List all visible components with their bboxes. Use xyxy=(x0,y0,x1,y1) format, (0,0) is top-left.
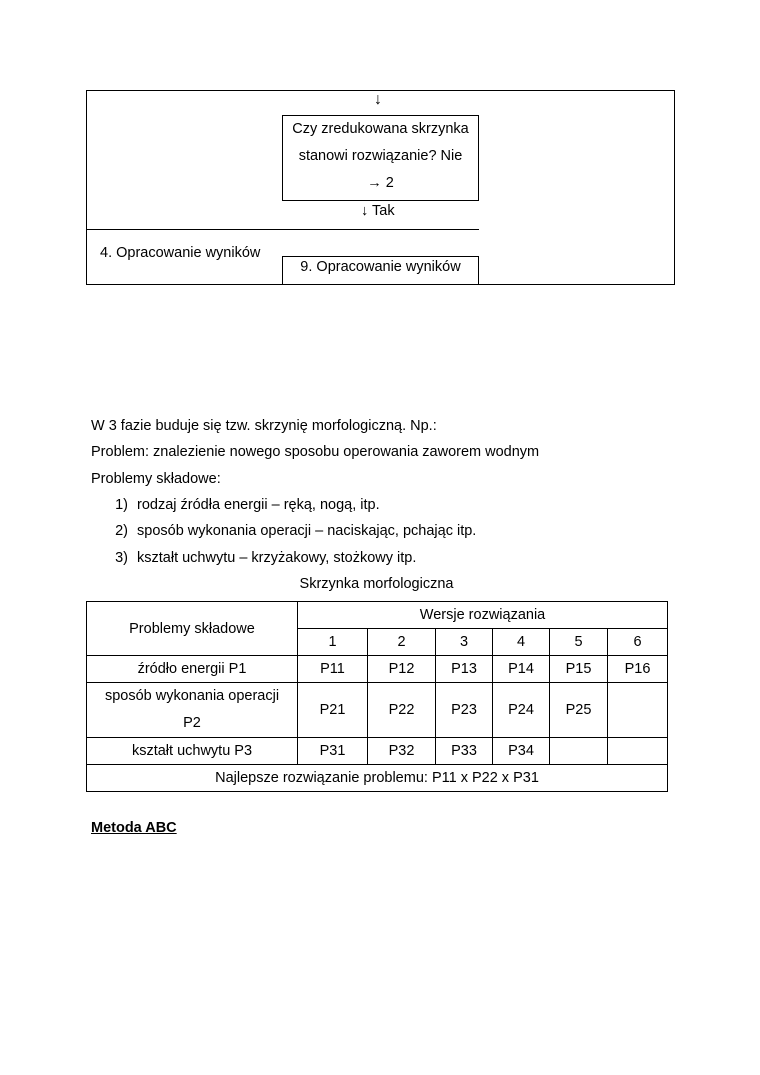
step-4-label: 4. Opracowanie wyników xyxy=(100,245,261,261)
decision-box-top xyxy=(282,115,479,116)
table-footer-row xyxy=(87,765,668,792)
table-cell: P23 xyxy=(436,683,493,738)
table-cell: P31 xyxy=(298,738,368,765)
list-text: kształt uchwytu – krzyżakowy, stożkowy itp. xyxy=(137,550,417,566)
decision-text-line3: → 2 xyxy=(367,175,394,191)
row-label-line1: sposób wykonania operacji xyxy=(104,688,280,704)
header-versions: Wersje rozwiązania xyxy=(298,602,668,629)
table-cell: P21 xyxy=(298,683,368,738)
table-cell: P15 xyxy=(550,656,608,683)
table-cell xyxy=(550,738,608,765)
flowchart-border-bottom xyxy=(86,284,675,285)
flowchart-separator xyxy=(86,229,479,230)
table-cell: P22 xyxy=(368,683,436,738)
list-number: 2) xyxy=(115,523,128,539)
table-cell xyxy=(608,683,668,738)
flowchart-border-right xyxy=(674,90,675,285)
row-label-line2: P2 xyxy=(183,715,201,731)
row-label xyxy=(87,683,298,738)
table-cell: P32 xyxy=(368,738,436,765)
version-number: 3 xyxy=(436,629,493,656)
table-cell: P24 xyxy=(493,683,550,738)
step-9-box-top xyxy=(282,256,479,257)
morphological-table xyxy=(86,601,668,792)
row-label: kształt uchwytu P3 xyxy=(87,738,298,765)
table-cell: P13 xyxy=(436,656,493,683)
list-text: sposób wykonania operacji – naciskając, pchając itp. xyxy=(137,523,477,539)
version-number: 2 xyxy=(368,629,436,656)
subproblems-label: Problemy składowe: xyxy=(91,471,221,487)
table-cell: P12 xyxy=(368,656,436,683)
table-cell: P33 xyxy=(436,738,493,765)
table-cell: P25 xyxy=(550,683,608,738)
table-header-row xyxy=(87,602,668,629)
version-number: 6 xyxy=(608,629,668,656)
table-cell: P11 xyxy=(298,656,368,683)
version-number: 4 xyxy=(493,629,550,656)
list-number: 1) xyxy=(115,497,128,513)
intro-text: W 3 fazie buduje się tzw. skrzynię morfologiczną. Np.: xyxy=(91,418,437,434)
version-number: 1 xyxy=(298,629,368,656)
decision-text-line2: stanowi rozwiązanie? Nie xyxy=(298,148,463,164)
decision-box-bottom xyxy=(282,200,479,201)
table-caption: Skrzynka morfologiczna xyxy=(299,576,454,592)
table-cell: P16 xyxy=(608,656,668,683)
table-footer: Najlepsze rozwiązanie problemu: P11 x P22 x P31 xyxy=(87,765,668,792)
version-number: 5 xyxy=(550,629,608,656)
row-label: źródło energii P1 xyxy=(87,656,298,683)
decision-text-line1: Czy zredukowana skrzynka xyxy=(292,121,469,137)
step-9-label: 9. Opracowanie wyników xyxy=(300,259,461,275)
flowchart-border-left xyxy=(86,90,87,285)
table-cell xyxy=(608,738,668,765)
arrow-down-icon: ↓ xyxy=(374,91,382,108)
list-number: 3) xyxy=(115,550,128,566)
tak-label: ↓ Tak xyxy=(361,203,395,219)
table-row xyxy=(87,656,668,683)
table-row xyxy=(87,738,668,765)
list-text: rodzaj źródła energii – ręką, nogą, itp. xyxy=(137,497,380,513)
table-cell: P34 xyxy=(493,738,550,765)
section-heading-metoda-abc: Metoda ABC xyxy=(91,820,177,836)
problem-text: Problem: znalezienie nowego sposobu operowania zaworem wodnym xyxy=(91,444,540,460)
header-problems: Problemy składowe xyxy=(87,602,298,656)
table-cell: P14 xyxy=(493,656,550,683)
table-row xyxy=(87,683,668,738)
